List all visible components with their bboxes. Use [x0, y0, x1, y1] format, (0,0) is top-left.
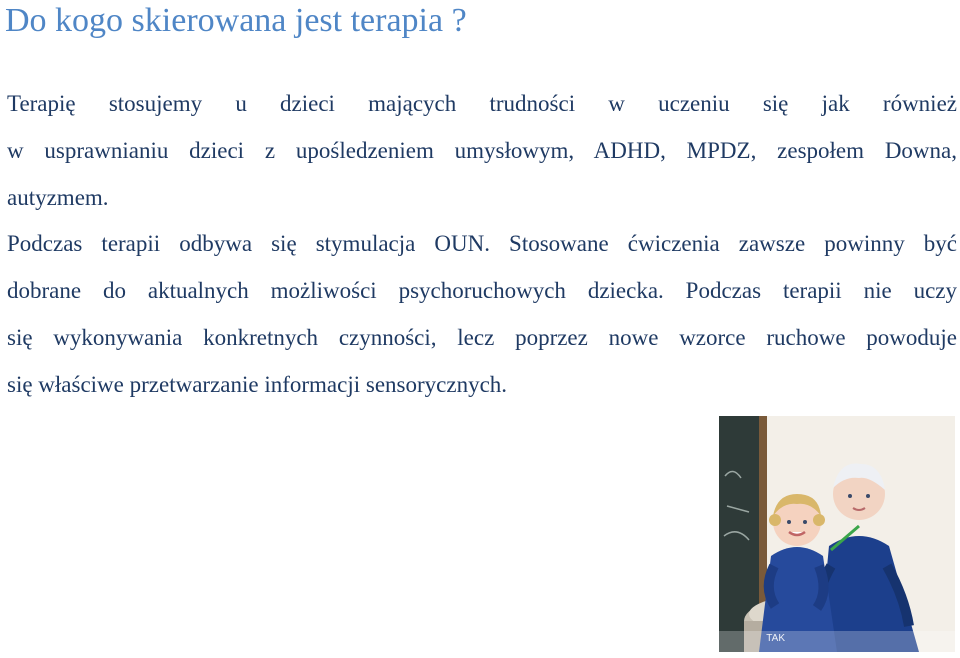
children-pottery-photo — [719, 416, 955, 652]
paragraph-target-groups — [7, 80, 957, 221]
paragraph-line: Terapię stosujemy u dzieci mających trudności w uczeniu się jak również — [7, 91, 957, 116]
photo-watermark: TAK — [766, 633, 785, 644]
paragraph-line: Podczas terapii odbywa się stymulacja OUN. Stosowane ćwiczenia zawsze powinny być — [7, 231, 957, 256]
paragraph-line: się właściwe przetwarzanie informacji sensorycznych. — [7, 372, 508, 397]
paragraph-line: dobrane do aktualnych możliwości psychoruchowych dziecka. Podczas terapii nie uczy — [7, 278, 957, 303]
paragraph-line: się wykonywania konkretnych czynności, lecz poprzez nowe wzorce ruchowe powoduje — [7, 325, 957, 350]
paragraph-line: autyzmem. — [7, 185, 109, 210]
page-title: Do kogo skierowana jest terapia ? — [5, 2, 467, 39]
paragraph-line: w usprawnianiu dzieci z upośledzeniem umysłowym, ADHD, MPDZ, zespołem Downa, — [7, 138, 957, 163]
paragraph-therapy-description — [7, 220, 957, 408]
